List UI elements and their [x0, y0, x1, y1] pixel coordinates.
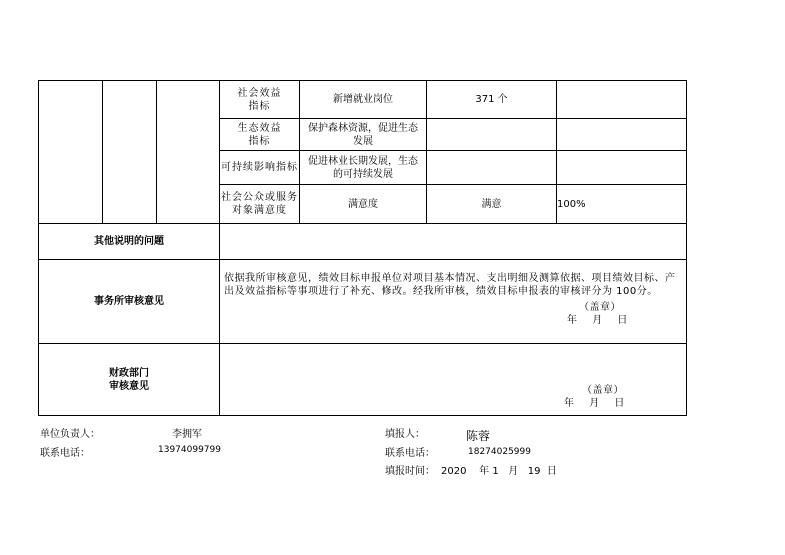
indicator-target	[427, 119, 557, 151]
office-review-stamp: （盖章）	[579, 302, 621, 313]
indicator-item: 保护森林资源，促进生态 发展	[300, 119, 427, 151]
performance-target-table	[38, 80, 687, 416]
office-review-date: 年 月 日	[567, 315, 628, 326]
indicator-target	[427, 151, 557, 185]
other-notes-label: 其他说明的问题	[39, 224, 220, 260]
unit-phone: 13974099799	[158, 445, 221, 455]
indicator-target: 371 个	[427, 81, 557, 119]
indicator-actual	[557, 151, 687, 185]
finance-review-stamp: （盖章）	[582, 385, 624, 396]
indicator-item: 新增就业岗位	[300, 81, 427, 119]
filler-phone-label: 联系电话：	[385, 448, 435, 459]
indicator-actual: 100%	[557, 185, 687, 224]
col3-merged-cell	[157, 81, 220, 224]
finance-review-row	[39, 344, 687, 416]
office-review-label: 事务所审核意见	[39, 260, 220, 344]
indicator-actual	[557, 81, 687, 119]
filler-name: 陈蓉	[466, 429, 491, 443]
unit-head-name: 李拥军	[172, 429, 202, 440]
office-review-text: 依据我所审核意见，绩效目标申报单位对项目基本情况、支出明细及测算依据、项目绩效目标、产出及效益指标等事项进行了补充、修改。经我所审核，绩效目标申报表的审核评分为 100分。	[224, 273, 676, 297]
col1-merged-cell	[39, 81, 103, 224]
indicator-category: 社会公众或服务 对象满意度	[220, 185, 300, 224]
fill-time: 2020 年 1 月 19 日	[441, 466, 557, 477]
indicator-item: 促进林业长期发展，生态 的可持续发展	[300, 151, 427, 185]
finance-review-cell	[220, 344, 687, 416]
finance-review-label: 财政部门 审核意见	[39, 344, 220, 416]
indicator-item: 满意度	[300, 185, 427, 224]
other-notes-content	[220, 224, 687, 260]
filler-phone: 18274025999	[468, 447, 531, 457]
col2-merged-cell	[103, 81, 157, 224]
finance-review-date: 年 月 日	[564, 398, 625, 409]
office-review-row	[39, 260, 687, 344]
unit-phone-label: 联系电话：	[40, 448, 90, 459]
other-notes-row	[39, 224, 687, 260]
indicator-target: 满意	[427, 185, 557, 224]
unit-head-label: 单位负责人：	[40, 429, 100, 440]
indicator-category: 社会效益 指标	[220, 81, 300, 119]
indicator-row	[39, 81, 687, 119]
indicator-actual	[557, 119, 687, 151]
indicator-category: 可持续影响指标	[220, 151, 300, 185]
filler-label: 填报人：	[385, 429, 425, 440]
office-review-cell	[220, 260, 687, 344]
fill-time-label: 填报时间：	[385, 466, 435, 477]
indicator-category: 生态效益 指标	[220, 119, 300, 151]
